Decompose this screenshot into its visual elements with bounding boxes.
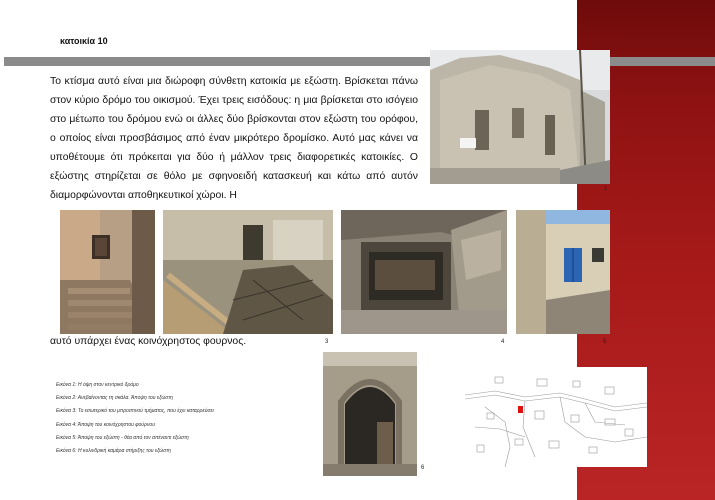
caption-2: Εικόνα 2: Ανεβαίνοντας τη σκάλα. Άποψη του εξώστη (56, 395, 173, 402)
figure-number-4: 4 (501, 339, 505, 345)
location-map (465, 367, 647, 467)
caption-1: Εικόνα 1: Η όψη στον κεντρικό δρόμο (56, 382, 139, 388)
photo-5-balcony (516, 210, 610, 334)
caption-5: Εικόνα 5: Άποψη του εξώστη - θέα από τον απέναντι εξώστη (56, 434, 189, 441)
caption-6: Εικόνα 6: Η κυλινδρική καμάρα στήριξης του εξώστη (56, 447, 171, 454)
caption-3: Εικόνα 3: Το εσωτερικό του μπροστινού τμήματος, που έχει καταρρεύσει (56, 408, 214, 415)
photo-4-oven (341, 210, 507, 334)
figure-number-5: 5 (603, 339, 607, 345)
body-text: Το κτίσμα αυτό είναι μια διώροφη σύνθετη κατοικία με εξώστη. Βρίσκεται πάνω στον κύριο δρόμο του οικισμού. Έχει τρεις εισόδους: η μια βρίσκεται στο ισόγειο στο μέτωπο του δρόμου ενώ οι άλλες δύο βρίσκονται στον εξώστη του ορόφου, ο οποίος είναι προσβάσιμος από έναν μικρότερο δρομίσκο. Αυτό μας κάνει να υποθέτουμε ότι πρόκειται για δύο ή μάλλον τρεις διαφορετικές κατοικίες. Ο εξώστης στηρίζεται σε θόλο με σφηνοειδή κατασκευή και κάτω από αυτόν διαμορφώνονται αποθηκευτικοί χώροι. Η (50, 76, 418, 201)
photo-2-stairs (60, 210, 155, 334)
figure-number-3: 3 (325, 339, 329, 345)
figure-number-1: 1 (604, 186, 608, 192)
photo-3-interior (163, 210, 333, 334)
figure-number-6: 6 (421, 465, 425, 471)
photo-1-facade (430, 50, 610, 184)
caption-4: Εικόνα 4: Άποψη του κοινόχρηστου φούρνου (56, 421, 155, 428)
body-text-tail: αυτό υπάρχει ένας κοινόχρηστος φουρνος. (50, 336, 247, 347)
figure-captions (56, 380, 316, 459)
page-title: κατοικία 10 (60, 36, 108, 46)
photo-6-arch (323, 352, 417, 476)
location-marker (518, 406, 523, 413)
